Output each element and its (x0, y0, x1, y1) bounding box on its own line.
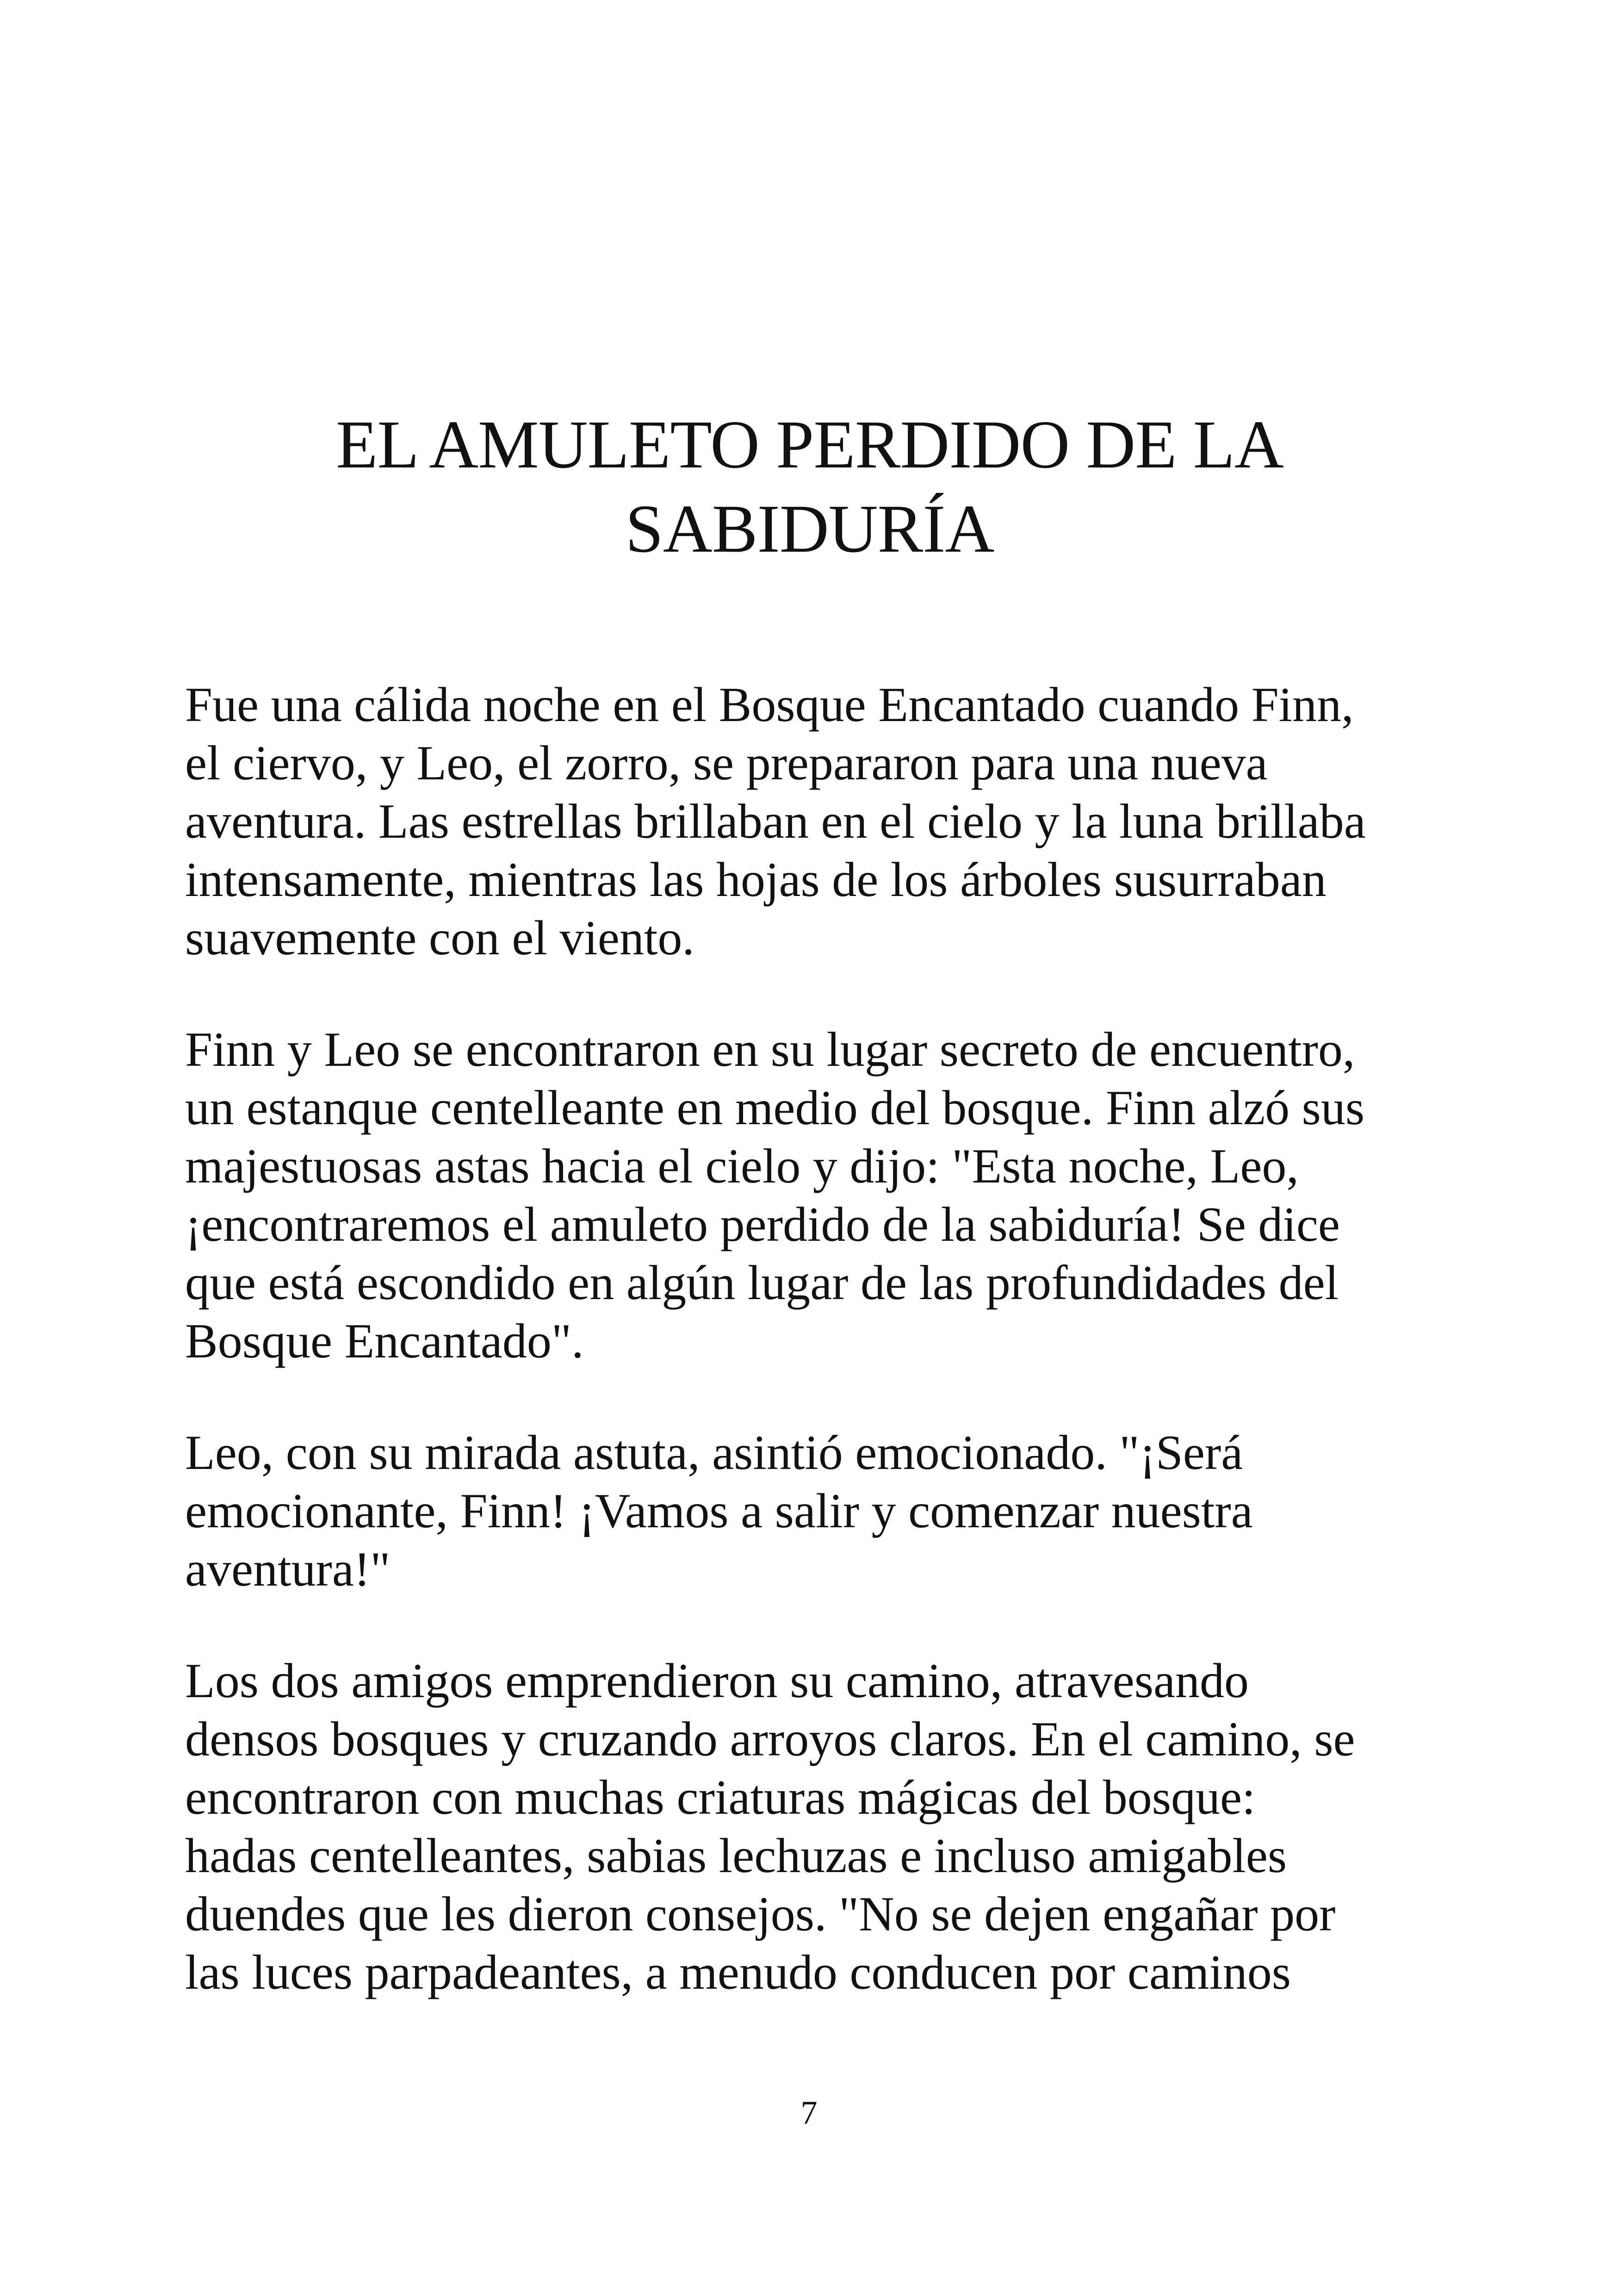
text-line: Los dos amigos emprendieron su camino, atravesando (185, 1654, 1249, 1708)
text-line: Finn y Leo se encontraron en su lugar secreto de encuentro, (185, 1022, 1355, 1076)
text-line: aventura. Las estrellas brillaban en el cielo y la luna brillaba (185, 794, 1366, 848)
text-line: las luces parpadeantes, a menudo conducen por caminos (185, 1945, 1291, 1999)
paragraph (185, 676, 1471, 967)
chapter-title-line: SABIDURÍA (625, 491, 994, 567)
text-line: que está escondido en algún lugar de las profundidades del (185, 1256, 1339, 1310)
text-line: Leo, con su mirada astuta, asintió emocionado. "¡Será (185, 1425, 1243, 1480)
paragraph (185, 1652, 1471, 2002)
text-line: aventura!" (185, 1542, 391, 1596)
text-line: Fue una cálida noche en el Bosque Encantado cuando Finn, (185, 678, 1354, 732)
chapter-title-line: EL AMULETO PERDIDO DE LA (336, 407, 1283, 483)
text-line: el ciervo, y Leo, el zorro, se prepararon para una nueva (185, 736, 1268, 790)
chapter-title (185, 403, 1434, 571)
text-line: duendes que les dieron consejos. "No se dejen engañar por (185, 1887, 1336, 1941)
text-line: encontraron con muchas criaturas mágicas del bosque: (185, 1770, 1256, 1824)
chapter-body (185, 676, 1471, 2055)
text-line: densos bosques y cruzando arroyos claros. En el camino, se (185, 1712, 1355, 1766)
text-line: suavemente con el viento. (185, 911, 694, 965)
text-line: majestuosas astas hacia el cielo y dijo: "Esta noche, Leo, (185, 1139, 1299, 1193)
text-line: emocionante, Finn! ¡Vamos a salir y comenzar nuestra (185, 1484, 1253, 1538)
text-line: intensamente, mientras las hojas de los árboles susurraban (185, 852, 1327, 907)
text-line: un estanque centelleante en medio del bosque. Finn alzó sus (185, 1081, 1365, 1135)
paragraph (185, 1424, 1471, 1599)
paragraph (185, 1020, 1471, 1370)
text-line: hadas centelleantes, sabias lechuzas e incluso amigables (185, 1829, 1287, 1883)
page-number: 7 (800, 2094, 818, 2131)
text-line: ¡encontraremos el amuleto perdido de la sabiduría! Se dice (185, 1197, 1340, 1251)
text-line: Bosque Encantado". (185, 1314, 584, 1368)
